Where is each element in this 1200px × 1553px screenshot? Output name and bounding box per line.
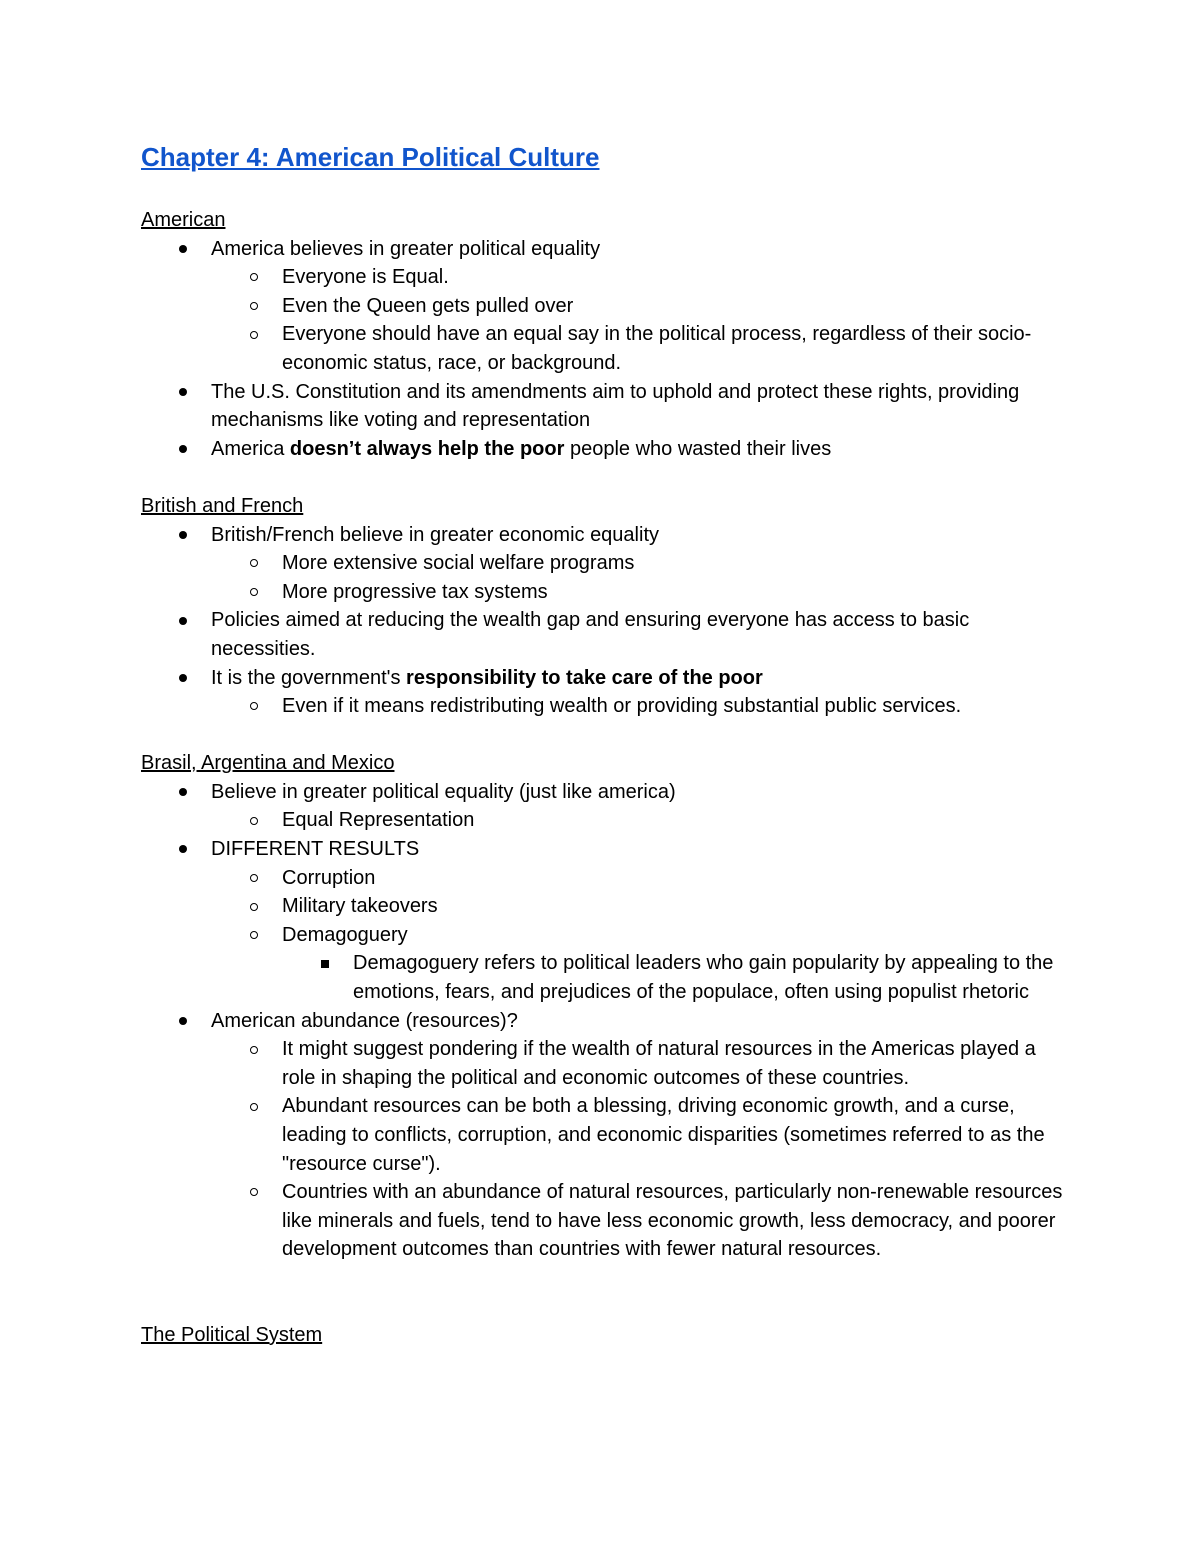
list-item: Demagoguery (141, 921, 1071, 950)
list-item: Demagoguery refers to political leaders who gain popularity by appealing to the emotions, fears, and prejudices of the populace, often using populist rhetoric (141, 949, 1071, 1006)
bullet-disc-icon (179, 674, 187, 682)
list-item: Military takeovers (141, 892, 1071, 921)
list-item: American abundance (resources)? (141, 1007, 1071, 1036)
list-item: Corruption (141, 864, 1071, 893)
bullet-disc-icon (179, 1017, 187, 1025)
bullet-disc-icon (179, 845, 187, 853)
bullet-disc-icon (179, 617, 187, 625)
list-item: It is the government's responsibility to take care of the poor (141, 664, 1071, 693)
bullet-square-icon (321, 960, 329, 968)
section-heading-american: American (141, 209, 226, 231)
list-item: Policies aimed at reducing the wealth gap and ensuring everyone has access to basic necessities. (141, 606, 1071, 663)
list-item: America doesn’t always help the poor people who wasted their lives (141, 435, 1071, 464)
list-item: Even the Queen gets pulled over (141, 292, 1071, 321)
page-title: Chapter 4: American Political Culture (141, 142, 600, 172)
list-item: America believes in greater political equality (141, 235, 1071, 264)
list-item: Everyone is Equal. (141, 263, 1071, 292)
bullet-circle-icon (250, 817, 258, 825)
list-item: Believe in greater political equality (just like america) (141, 778, 1071, 807)
list-item: The U.S. Constitution and its amendments aim to uphold and protect these rights, providing mechanisms like voting and representation (141, 378, 1071, 435)
bullet-disc-icon (179, 388, 187, 396)
section-heading-latam: Brasil, Argentina and Mexico (141, 752, 395, 775)
list-item: British/French believe in greater economic equality (141, 521, 1071, 550)
list-item: Countries with an abundance of natural resources, particularly non-renewable resources like minerals and fuels, tend to have less economic growth, less democracy, and poorer development outcomes than countries with fewer natural resources. (141, 1178, 1071, 1264)
list-item: Even if it means redistributing wealth or providing substantial public services. (141, 692, 1071, 721)
bullet-circle-icon (250, 903, 258, 911)
bullet-circle-icon (250, 302, 258, 310)
list-item: Abundant resources can be both a blessing, driving economic growth, and a curse, leading to conflicts, corruption, and economic disparities (sometimes referred to as the "resource curse"). (141, 1092, 1071, 1178)
bullet-circle-icon (250, 273, 258, 281)
list-item: It might suggest pondering if the wealth of natural resources in the Americas played a role in shaping the political and economic outcomes of these countries. (141, 1035, 1071, 1092)
list-item: More progressive tax systems (141, 578, 1071, 607)
bullet-circle-icon (250, 1046, 258, 1054)
bullet-disc-icon (179, 445, 187, 453)
bullet-circle-icon (250, 559, 258, 567)
bullet-circle-icon (250, 1103, 258, 1111)
bullet-disc-icon (179, 245, 187, 253)
document-page (141, 140, 1071, 1350)
bullet-circle-icon (250, 1188, 258, 1196)
bullet-circle-icon (250, 874, 258, 882)
list-item: Equal Representation (141, 806, 1071, 835)
bullet-disc-icon (179, 788, 187, 796)
section-heading-british-french: British and French (141, 494, 304, 517)
bullet-disc-icon (179, 531, 187, 539)
bullet-circle-icon (250, 931, 258, 939)
list-item: DIFFERENT RESULTS (141, 835, 1071, 864)
bullet-circle-icon (250, 588, 258, 596)
list-item: More extensive social welfare programs (141, 549, 1071, 578)
emphasis-text: responsibility to take care of the poor (406, 666, 763, 689)
bullet-circle-icon (250, 331, 258, 339)
section-heading-political-system: The Political System (141, 1323, 323, 1346)
list-item: Everyone should have an equal say in the political process, regardless of their socio-economic status, race, or background. (141, 320, 1071, 377)
bullet-circle-icon (250, 702, 258, 710)
emphasis-text: doesn’t always help the poor (289, 437, 565, 460)
